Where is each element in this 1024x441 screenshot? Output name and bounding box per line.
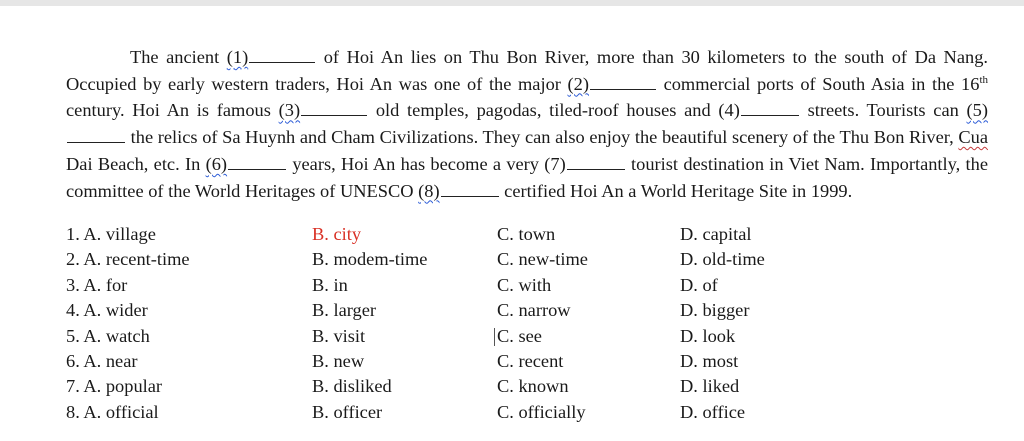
option-c: C. known — [497, 376, 569, 397]
passage-text: years, Hoi An has become a very — [287, 153, 545, 174]
gap-number-8: (8) — [418, 180, 440, 201]
gap-number-4: (4) — [718, 100, 740, 121]
option-b: B. larger — [312, 300, 377, 321]
passage-text: commercial ports of South Asia in the — [656, 73, 962, 94]
option-a: 2. A. recent-time — [66, 249, 190, 270]
option-row-6 — [66, 349, 986, 374]
option-a: 5. A. watch — [66, 325, 150, 346]
option-b-correct: B. city — [312, 224, 362, 244]
option-d: D. liked — [680, 376, 740, 397]
blank-8 — [441, 178, 499, 197]
option-row-1 — [66, 222, 986, 247]
option-b: B. officer — [312, 401, 383, 422]
option-a: 4. A. wider — [66, 300, 148, 321]
reading-passage — [66, 44, 988, 204]
option-b: B. modem-time — [312, 249, 428, 270]
option-b: B. in — [312, 274, 348, 295]
option-a: 8. A. official — [66, 401, 159, 422]
blank-2 — [590, 71, 656, 90]
option-a: 1. A. village — [66, 224, 156, 244]
option-b: B. disliked — [312, 376, 392, 397]
century-number: 16 — [961, 73, 980, 94]
option-d: D. most — [680, 350, 739, 371]
century-superscript: th — [979, 73, 988, 86]
option-a: 6. A. near — [66, 350, 138, 371]
option-d: D. look — [680, 325, 736, 346]
option-row-5 — [66, 324, 986, 349]
option-c: C. new-time — [497, 249, 588, 270]
option-d: D. bigger — [680, 300, 750, 321]
blank-6 — [228, 151, 286, 170]
gap-number-5: (5) — [966, 100, 988, 121]
blank-3 — [301, 97, 367, 116]
option-a: 7. A. popular — [66, 376, 163, 397]
passage-text: old temples, pagodas, tiled-roof houses and — [368, 100, 719, 121]
passage-text: Dai Beach, etc. In — [66, 153, 206, 174]
gap-number-1: (1) — [226, 47, 249, 67]
option-row-4 — [66, 298, 986, 323]
option-row-2 — [66, 247, 986, 272]
option-a: 3. A. for — [66, 274, 128, 295]
blank-5 — [67, 124, 125, 143]
blank-4 — [741, 97, 799, 116]
option-c — [497, 324, 542, 349]
gap-number-3: (3) — [278, 100, 301, 121]
text-cursor — [494, 328, 495, 346]
option-b: B. visit — [312, 325, 366, 346]
blank-1 — [249, 44, 315, 63]
option-d: D. office — [680, 401, 746, 422]
option-c: C. recent — [497, 350, 564, 371]
option-b: B. new — [312, 350, 365, 371]
option-c-text: C. see — [497, 325, 542, 346]
passage-text: century. Hoi An is famous — [66, 100, 279, 121]
passage-text: the relics of Sa Huynh and Cham Civilizations. They can also enjoy the beautiful scenery of the Thu Bon River, — [126, 127, 959, 148]
option-c: C. with — [497, 274, 552, 295]
answer-options — [66, 222, 986, 425]
option-row-7 — [66, 374, 986, 399]
passage-text: streets. Tourists can — [799, 100, 967, 121]
passage-text: The ancient — [130, 47, 227, 67]
gap-number-7: (7) — [544, 153, 566, 174]
option-c: C. officially — [497, 401, 586, 422]
option-c: C. town — [497, 224, 556, 244]
option-d: D. of — [680, 274, 718, 295]
option-d: D. capital — [680, 224, 752, 244]
passage-text: certified Hoi An a World Heritage Site in 1999. — [499, 180, 853, 201]
gap-number-6: (6) — [205, 153, 228, 174]
option-d: D. old-time — [680, 249, 765, 270]
passage-text: of Hoi An lies on Thu Bon River, more than 30 kilometers to the south of Da Nang. Occupied by early western traders, Hoi An was one of the major — [66, 47, 988, 94]
blank-7 — [567, 151, 625, 170]
passage-text: tourist destination in Viet Nam. Importantly, the committee of the World Heritages of UNESCO — [66, 153, 988, 201]
gap-number-2: (2) — [567, 73, 589, 94]
document-top-edge — [0, 0, 1024, 6]
option-row-3 — [66, 273, 986, 298]
misspelled-word-cua: Cua — [958, 127, 988, 148]
option-c: C. narrow — [497, 300, 571, 321]
option-row-8 — [66, 400, 986, 425]
